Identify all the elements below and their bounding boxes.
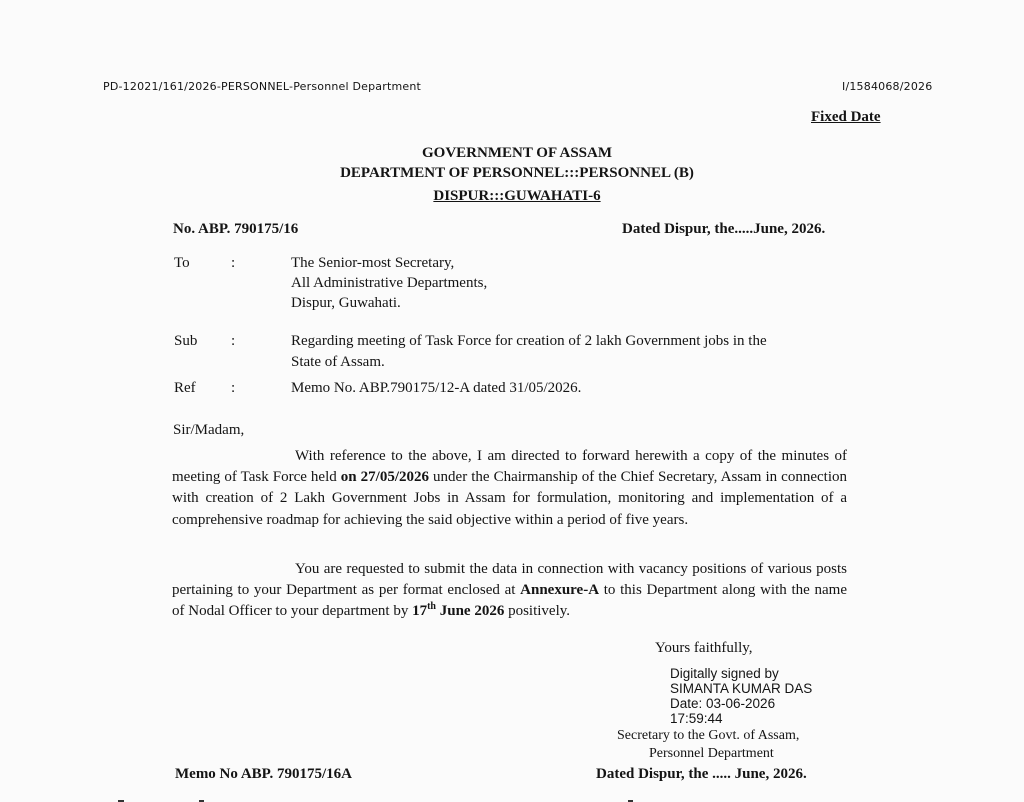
body-paragraph-2 — [172, 559, 847, 623]
addressee-line-2: All Administrative Departments, — [291, 275, 488, 291]
to-label: To — [174, 255, 190, 271]
letter-date: Dated Dispur, the.....June, 2026. — [622, 221, 826, 237]
addressee-line-1: The Senior-most Secretary, — [291, 255, 455, 271]
letter-number: No. ABP. 790175/16 — [173, 221, 299, 237]
annexure-label: Annexure-A — [520, 582, 600, 599]
para2-text-end: positively. — [504, 603, 571, 620]
addressee-line-3: Dispur, Guwahati. — [291, 295, 401, 311]
signature-date: Date: 03-06-2026 — [670, 696, 776, 711]
signer-designation: Secretary to the Govt. of Assam, — [617, 728, 800, 743]
reference-label: Ref — [174, 380, 196, 396]
body-paragraph-1 — [172, 446, 847, 531]
signer-name: SIMANTA KUMAR DAS — [670, 681, 813, 696]
signer-department: Personnel Department — [649, 746, 774, 761]
signature-time: 17:59:44 — [670, 711, 723, 726]
salutation: Sir/Madam, — [173, 422, 245, 438]
digital-signature — [670, 666, 812, 726]
para2-text-start: You are requested to submit the data in connection with vacancy positions of various posts pertaining to your Department as per format enclosed at — [172, 561, 847, 599]
file-reference: PD-12021/161/2026-PERSONNEL-Personnel Department — [103, 80, 422, 93]
signature-line-1: Digitally signed by — [670, 666, 779, 681]
memo-number: Memo No ABP. 790175/16A — [175, 766, 352, 782]
location-title: DISPUR:::GUWAHATI-6 — [433, 188, 601, 204]
reference-text: Memo No. ABP.790175/12-A dated 31/05/2026. — [291, 380, 582, 396]
document-id: I/1584068/2026 — [842, 80, 933, 93]
para2-text-middle: to this Department along with the name of Nodal Officer to your department by — [172, 582, 847, 620]
para1-text-end: under the Chairmanship of the Chief Secretary, Assam in connection with creation of 2 Lakh Government Jobs in Assam for formulation, monitoring and implementation of a comprehensive roadmap for achieving the said objective within a period of five years. — [172, 469, 847, 528]
subject-colon: : — [231, 333, 236, 349]
meeting-date: on 27/05/2026 — [340, 469, 430, 486]
reference-colon: : — [231, 380, 236, 396]
subject-line-2: State of Assam. — [291, 354, 385, 370]
subject-label: Sub — [174, 333, 198, 349]
govt-title: GOVERNMENT OF ASSAM — [421, 145, 613, 161]
department-title: DEPARTMENT OF PERSONNEL:::PERSONNEL (B) — [340, 165, 694, 181]
to-colon: : — [231, 255, 236, 271]
para1-text-start: With reference to the above, I am directed to forward herewith a copy of the minutes of meeting of Task Force held — [172, 448, 847, 486]
deadline-date: 17th June 2026 — [412, 601, 505, 620]
fixed-date-label: Fixed Date — [811, 109, 881, 125]
memo-date: Dated Dispur, the ..... June, 2026. — [596, 766, 807, 782]
subject-line-1: Regarding meeting of Task Force for creation of 2 lakh Government jobs in the — [291, 333, 767, 349]
closing: Yours faithfully, — [655, 640, 753, 656]
